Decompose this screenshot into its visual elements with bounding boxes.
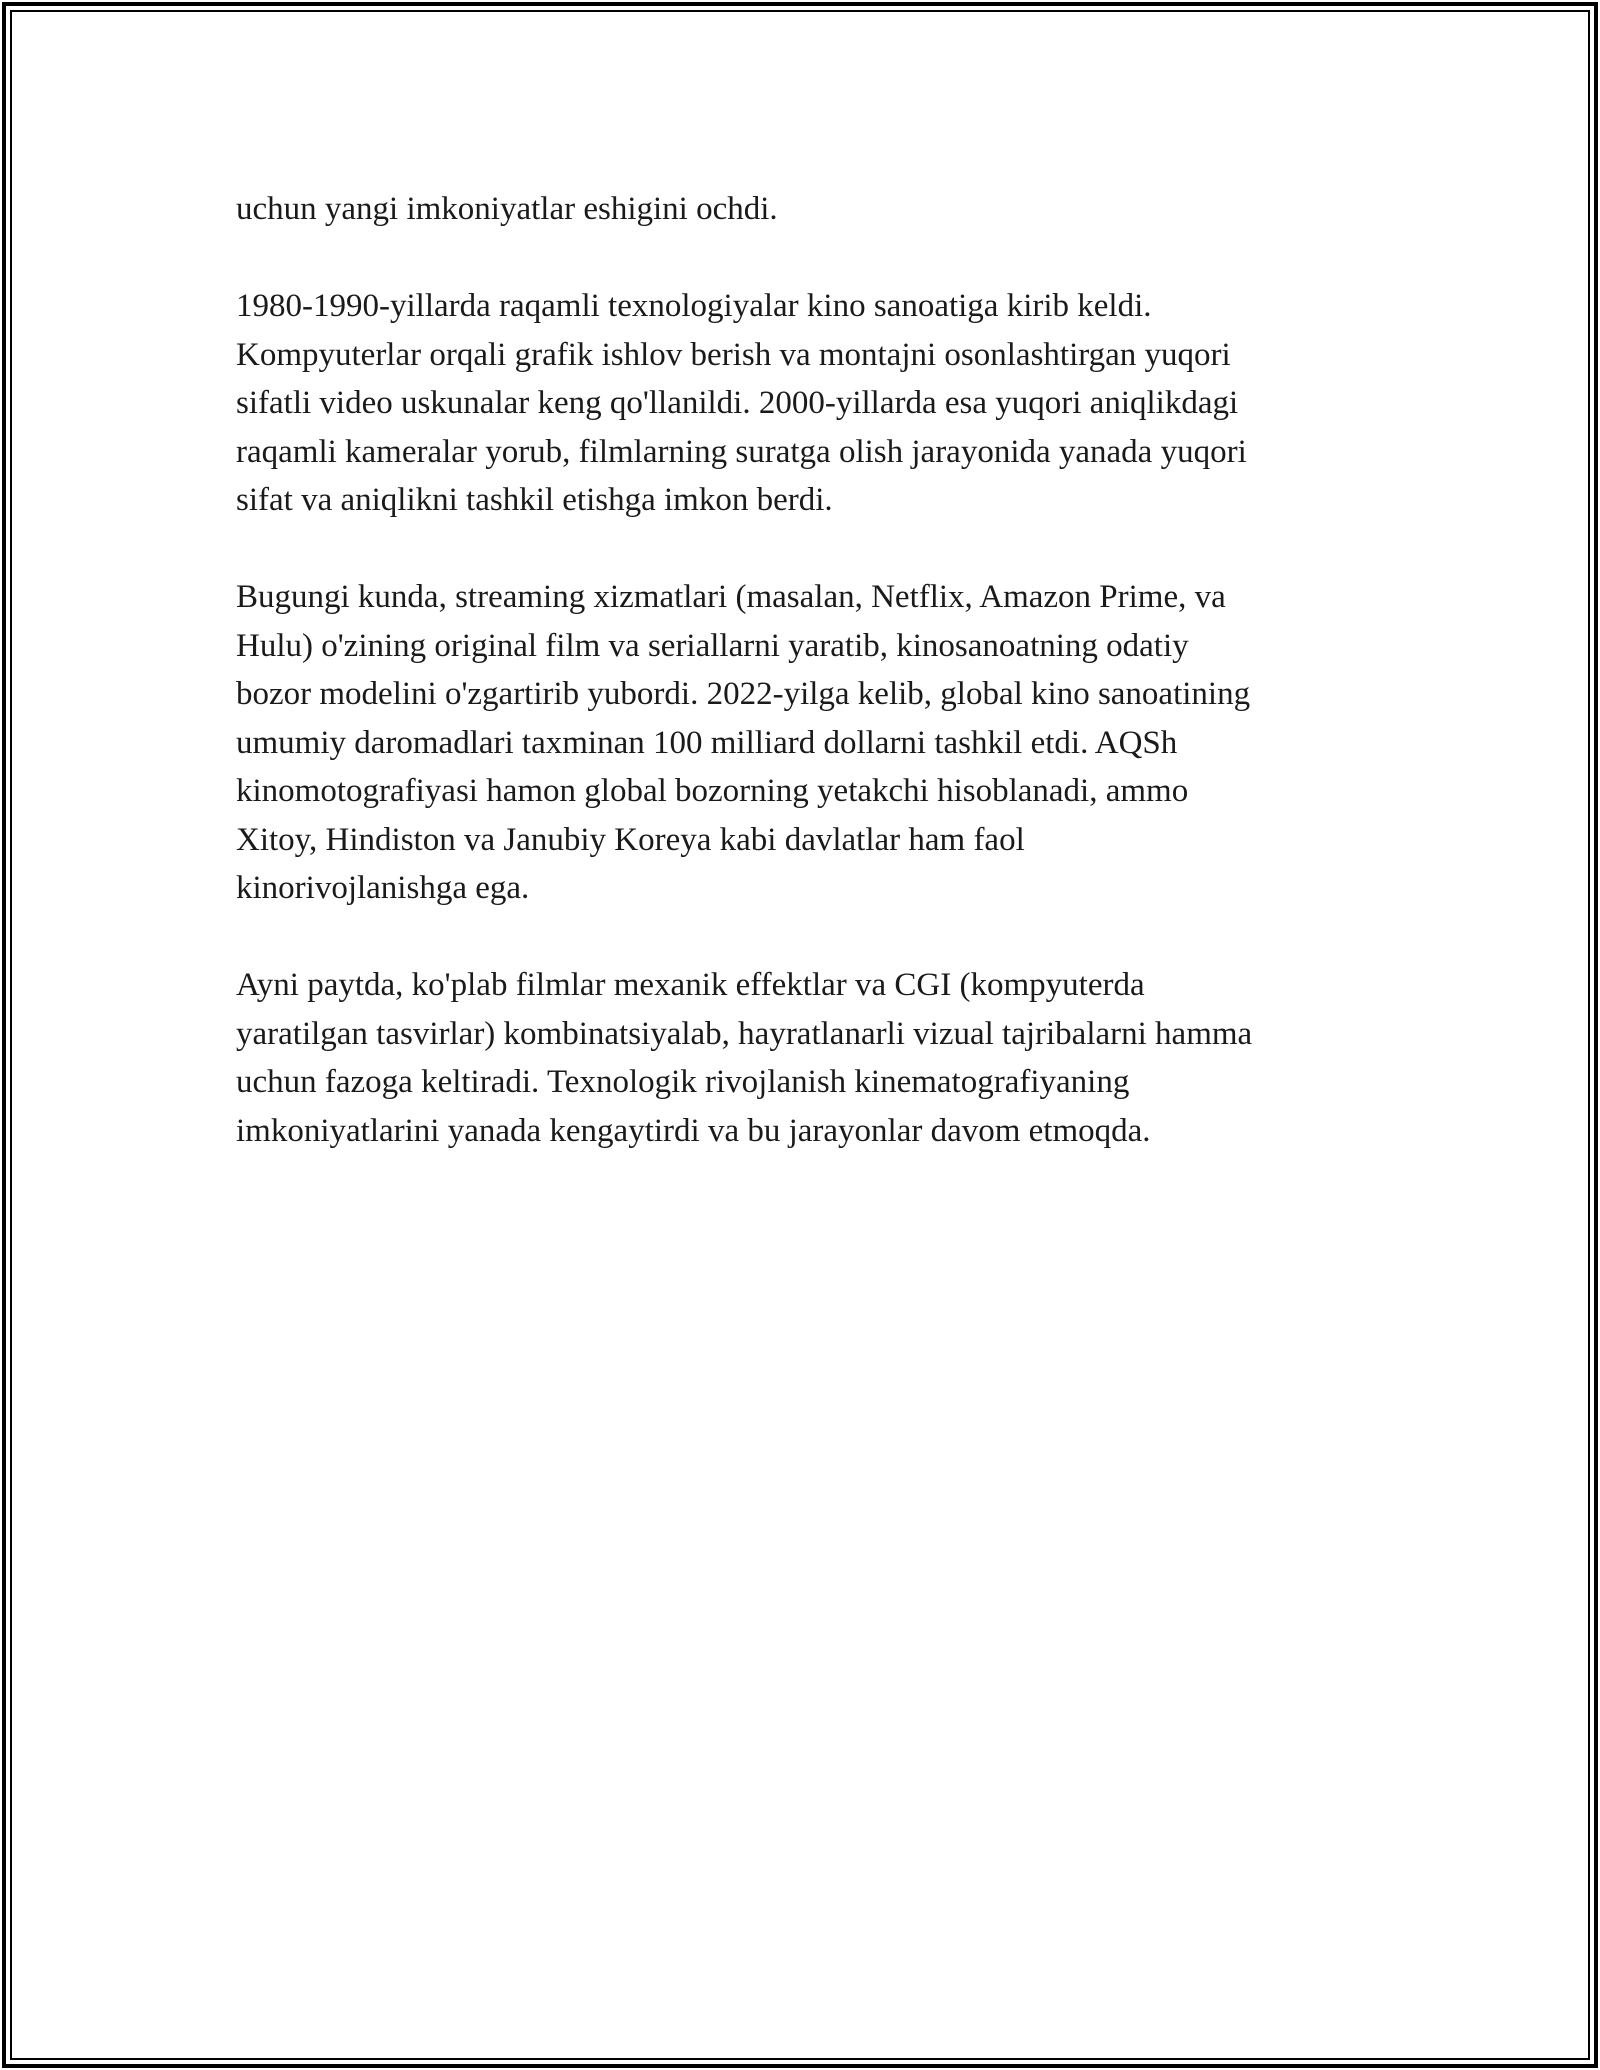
text-line: umumiy daromadlari taxminan 100 milliard dollarni tashkil etdi. AQSh <box>236 724 1178 761</box>
text-line: Kompyuterlar orqali grafik ishlov berish va montajni osonlashtirgan yuqori <box>236 336 1231 373</box>
paragraph-3 <box>236 573 1376 913</box>
text-line: Ayni paytda, ko'plab filmlar mexanik effektlar va CGI (kompyuterda <box>236 967 1145 1003</box>
paragraph-2 <box>236 282 1376 525</box>
text-line: yaratilgan tasvirlar) kombinatsiyalab, hayratlanarli vizual tajribalarni hamma <box>236 1015 1253 1052</box>
text-line: Bugungi kunda, streaming xizmatlari (masalan, Netflix, Amazon Prime, va <box>236 579 1226 615</box>
text-line: kinomotografiyasi hamon global bozorning yetakchi hisoblanadi, ammo <box>236 773 1189 809</box>
text-line: imkoniyatlarini yanada kengaytirdi va bu jarayonlar davom etmoqda. <box>236 1112 1151 1149</box>
text-line: uchun fazoga keltiradi. Texnologik rivojlanish kinematografiyaning <box>236 1064 1130 1100</box>
text-line: uchun yangi imkoniyatlar eshigini ochdi. <box>236 191 778 227</box>
text-line: 1980-1990-yillarda raqamli texnologiyalar kino sanoatiga kirib keldi. <box>236 288 1152 324</box>
paragraph-4 <box>236 961 1376 1155</box>
paragraph-1 <box>236 185 1376 234</box>
document-body <box>236 185 1376 1204</box>
text-line: kinorivojlanishga ega. <box>236 870 530 906</box>
text-line: sifatli video uskunalar keng qo'llanildi. 2000-yillarda esa yuqori aniqlikdagi <box>236 385 1239 421</box>
text-line: Hulu) o'zining original film va seriallarni yaratib, kinosanoatning odatiy <box>236 627 1189 664</box>
text-line: sifat va aniqlikni tashkil etishga imkon berdi. <box>236 482 833 518</box>
text-line: raqamli kameralar yorub, filmlarning suratga olish jarayonida yanada yuqori <box>236 433 1247 470</box>
text-line: Xitoy, Hindiston va Janubiy Koreya kabi davlatlar ham faol <box>236 821 1025 858</box>
text-line: bozor modelini o'zgartirib yubordi. 2022-yilga kelib, global kino sanoatining <box>236 676 1251 712</box>
